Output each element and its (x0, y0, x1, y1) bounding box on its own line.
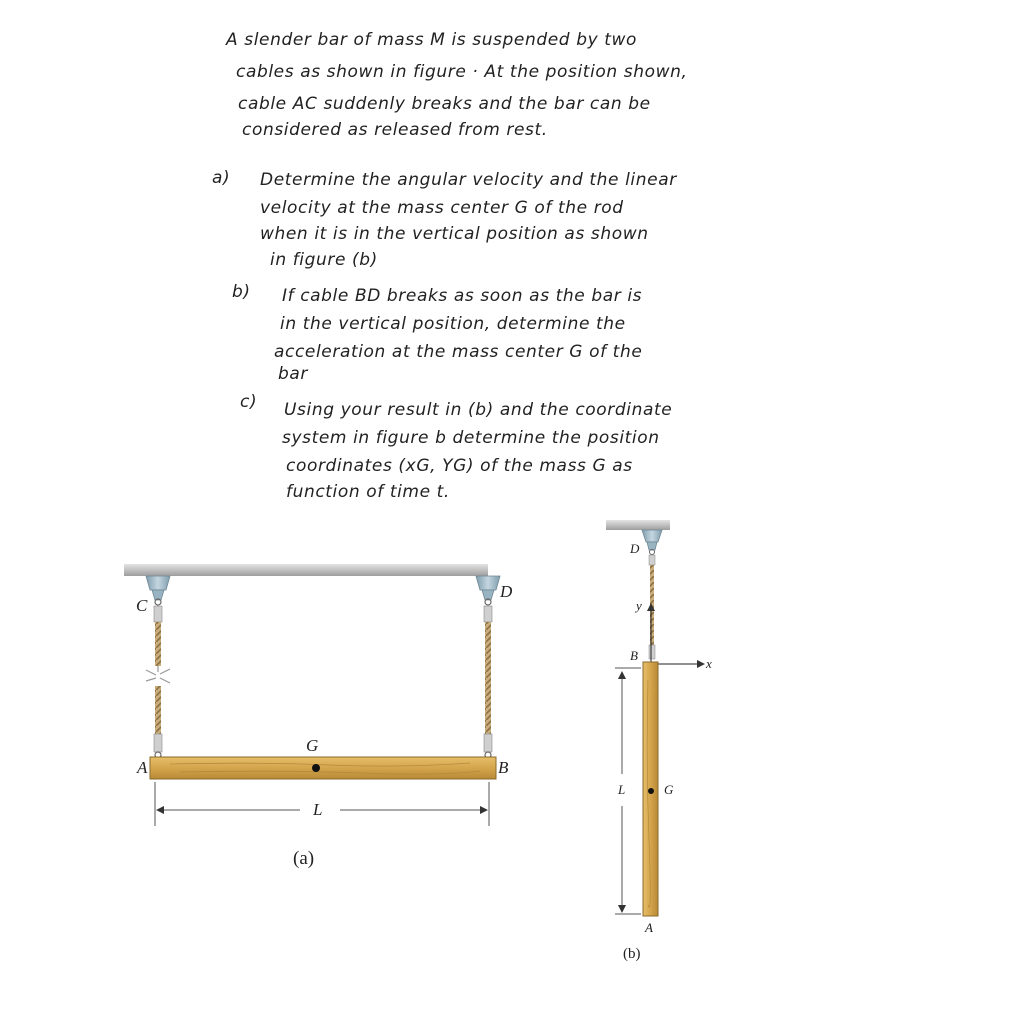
label-g-b: G (664, 782, 674, 797)
label-d-b: D (630, 541, 640, 556)
caption-a: (a) (293, 848, 315, 869)
part-b-line-4: bar (278, 364, 308, 384)
part-a-line-2: velocity at the mass center G of the rod (260, 198, 624, 218)
intro-line-1: A slender bar of mass M is suspended by two (226, 30, 638, 50)
break-mark (146, 666, 170, 683)
mass-center-g-a (312, 764, 320, 772)
label-l: L (313, 800, 323, 819)
ceiling-b (606, 520, 670, 530)
label-l-b: L (618, 782, 626, 797)
part-a-line-4: in figure (b) (270, 250, 378, 270)
label-b-b: B (630, 648, 638, 663)
label-g: G (306, 736, 319, 755)
part-c-line-3: coordinates (xG, YG) of the mass G as (286, 456, 633, 476)
part-a-marker: a) (212, 168, 231, 188)
mass-center-g-b (648, 788, 654, 794)
part-c-line-2: system in figure b determine the position (282, 428, 660, 448)
label-a-b: A (645, 920, 653, 935)
label-c: C (136, 596, 148, 615)
label-d: D (500, 582, 513, 601)
label-a: A (137, 758, 148, 777)
part-c-line-4: function of time t. (286, 482, 450, 502)
part-a-line-3: when it is in the vertical position as shown (260, 224, 649, 244)
cable-bd-b (649, 555, 655, 659)
cable-bd (484, 606, 492, 758)
part-c-line-1: Using your result in (b) and the coordinate (284, 400, 673, 420)
bracket-d (476, 576, 500, 605)
part-b-line-2: in the vertical position, determine the (280, 314, 626, 334)
figure-a (124, 564, 500, 826)
figure-b (606, 520, 704, 916)
bracket-d-b (642, 530, 662, 555)
intro-line-3: cable AC suddenly breaks and the bar can be (238, 94, 651, 114)
ceiling-a (124, 564, 488, 576)
bar-ab (150, 757, 496, 779)
intro-line-4: considered as released from rest. (242, 120, 548, 140)
bracket-c (146, 576, 170, 605)
cable-ac (154, 606, 162, 758)
part-b-line-1: If cable BD breaks as soon as the bar is (282, 286, 643, 306)
part-b-marker: b) (232, 282, 251, 302)
bar-vertical (643, 662, 658, 916)
caption-b: (b) (623, 946, 641, 962)
label-y: y (636, 598, 642, 613)
intro-line-2: cables as shown in figure · At the position shown, (236, 62, 688, 82)
part-c-marker: c) (240, 392, 258, 412)
label-x: x (706, 656, 712, 671)
label-b: B (498, 758, 509, 777)
part-a-line-1: Determine the angular velocity and the linear (260, 170, 677, 190)
part-b-line-3: acceleration at the mass center G of the (274, 342, 643, 362)
